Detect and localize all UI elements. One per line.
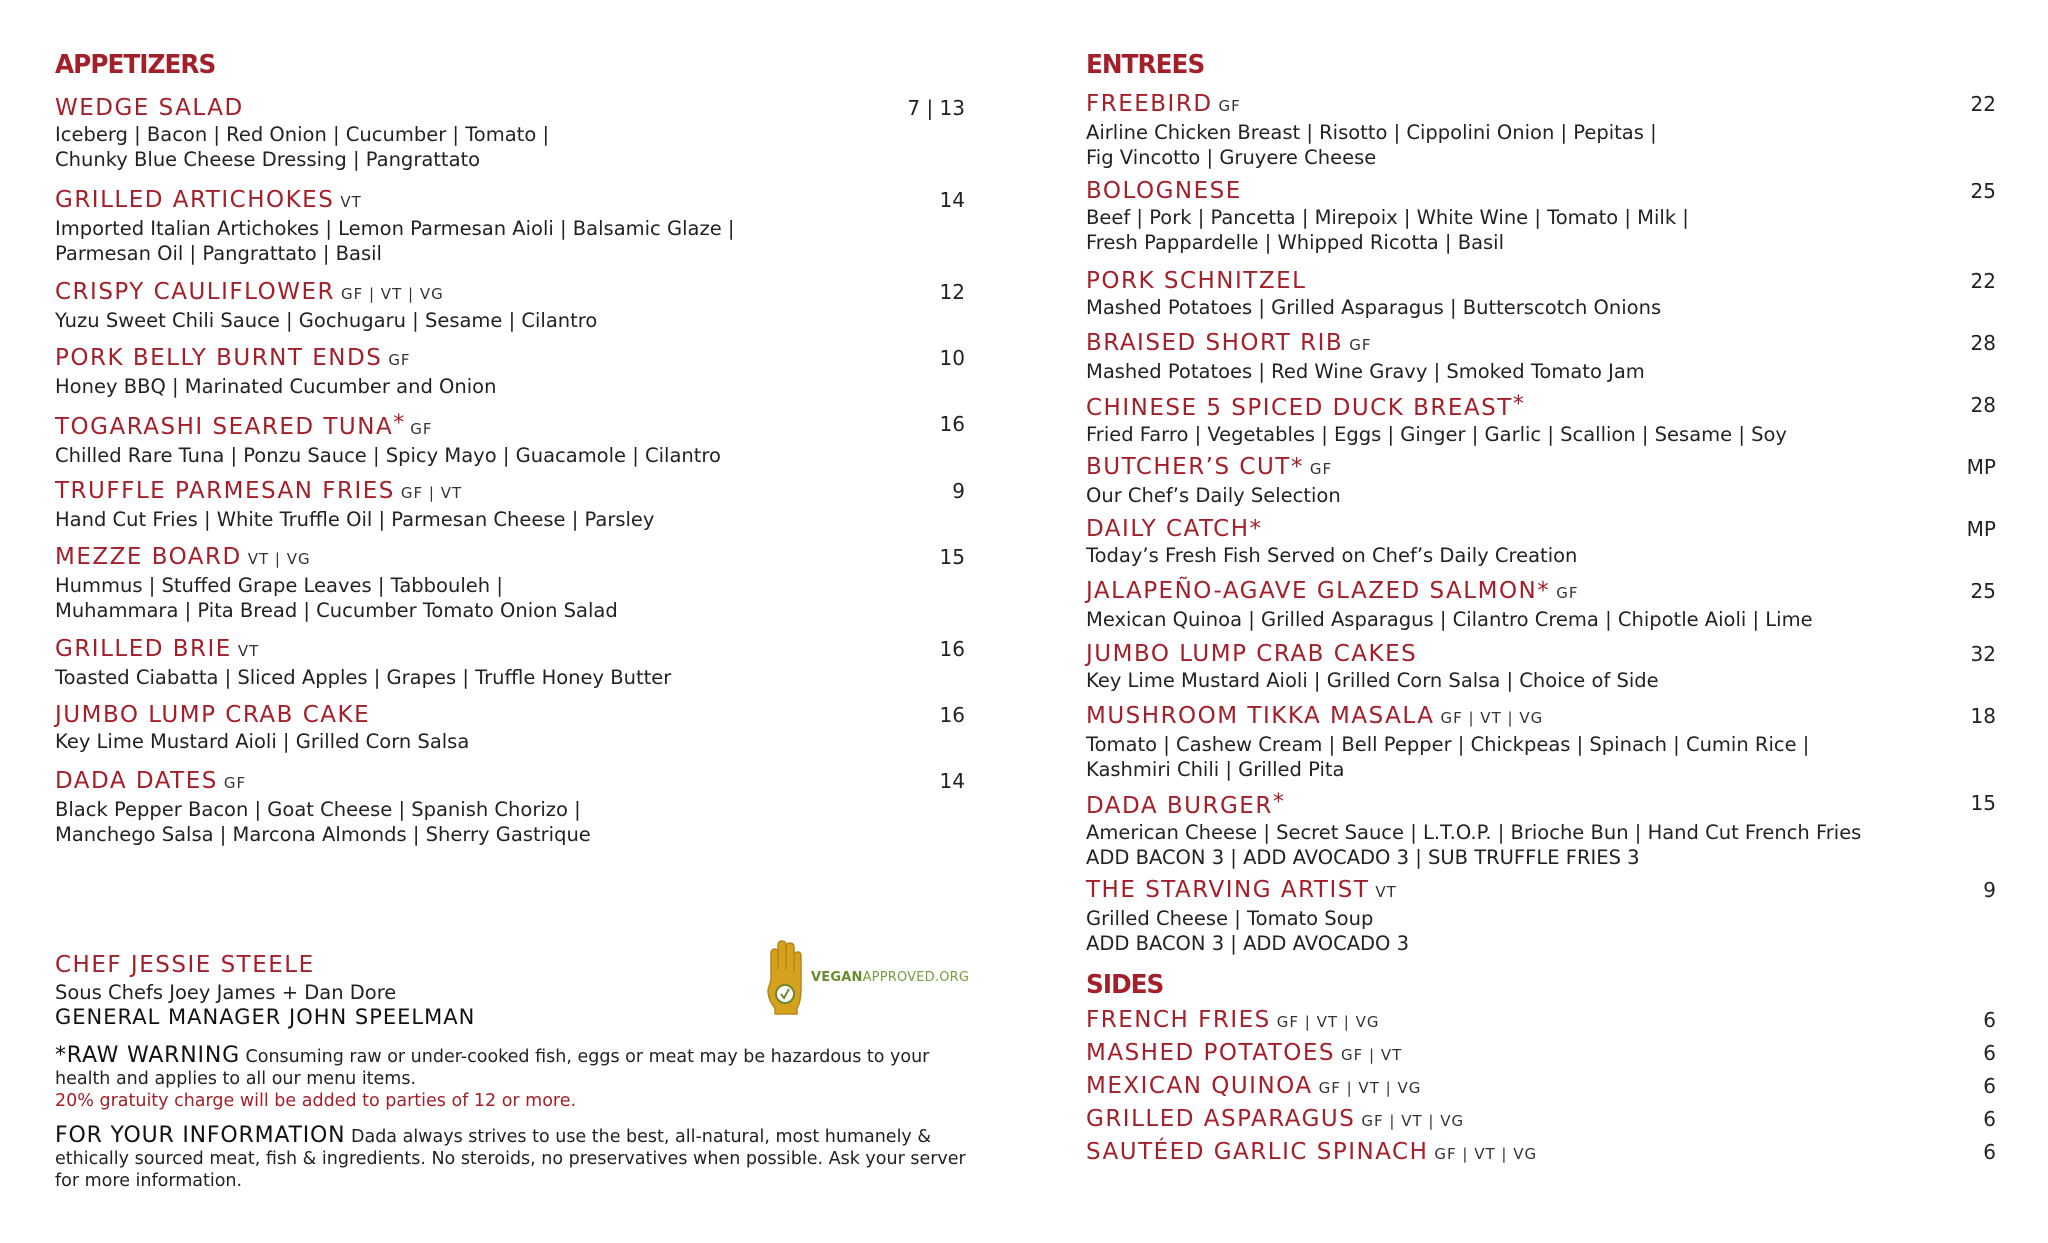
entree-item-tags: GF — [1556, 584, 1579, 602]
side-item-tags: GF | VT | VG — [1318, 1079, 1422, 1097]
appetizer-item-description: Iceberg | Bacon | Red Onion | Cucumber | Tomato | — [55, 123, 550, 146]
side-item-name: MASHED POTATOES GF | VT — [1086, 1040, 1403, 1066]
appetizer-item-name: DADA DATES GF — [55, 768, 247, 794]
appetizer-item-tags: GF — [388, 351, 411, 369]
hand-icon — [763, 940, 807, 1016]
side-item-tags: GF | VT — [1341, 1046, 1403, 1064]
entree-item — [1086, 876, 1996, 956]
entree-item-price: 32 — [1970, 642, 1996, 666]
appetizer-item-description: Manchego Salsa | Marcona Almonds | Sherry Gastrique — [55, 823, 591, 846]
side-item-name: SAUTÉED GARLIC SPINACH GF | VT | VG — [1086, 1139, 1538, 1165]
entree-item-description: Fresh Pappardelle | Whipped Ricotta | Basil — [1086, 231, 1505, 254]
sous-chefs: Sous Chefs Joey James + Dan Dore — [55, 981, 397, 1004]
entree-item-price: 22 — [1970, 269, 1996, 293]
appetizer-item-price: 10 — [939, 346, 965, 370]
appetizer-item-tags: GF — [223, 774, 247, 792]
side-item-price: 6 — [1983, 1107, 1996, 1131]
sides-heading: SIDES — [1086, 970, 1164, 1000]
side-item-name: FRENCH FRIES GF | VT | VG — [1086, 1007, 1380, 1033]
appetizer-item-description: Honey BBQ | Marinated Cucumber and Onion — [55, 375, 497, 398]
entree-item-name: BUTCHER’S CUT* GF — [1086, 454, 1333, 480]
appetizer-item-description: Hand Cut Fries | White Truffle Oil | Parmesan Cheese | Parsley — [55, 508, 655, 531]
appetizer-item — [55, 477, 965, 532]
vegan-approved-logo — [763, 940, 1023, 1020]
entree-item-description: American Cheese | Secret Sauce | L.T.O.P. | Brioche Bun | Hand Cut French Fries — [1086, 821, 1862, 844]
appetizer-item-name: TRUFFLE PARMESAN FRIES GF | VT — [55, 478, 463, 504]
entree-item-name: CHINESE 5 SPICED DUCK BREAST* — [1086, 392, 1524, 421]
entree-item-tags: GF | VT | VG — [1440, 709, 1544, 727]
entree-item-price: MP — [1966, 517, 1996, 541]
entree-item-description: Beef | Pork | Pancetta | Mirepoix | White Wine | Tomato | Milk | — [1086, 206, 1689, 229]
appetizer-item-price: 7 | 13 — [907, 96, 965, 120]
entree-item-description: Fig Vincotto | Gruyere Cheese — [1086, 146, 1377, 169]
appetizer-item-description: Key Lime Mustard Aioli | Grilled Corn Salsa — [55, 730, 470, 753]
entree-item-description: Grilled Cheese | Tomato Soup — [1086, 907, 1374, 930]
entree-item — [1086, 577, 1996, 632]
entree-item-description: Today’s Fresh Fish Served on Chef’s Daily Creation — [1086, 544, 1578, 567]
entree-item-name: PORK SCHNITZEL — [1086, 268, 1307, 294]
side-item — [1086, 1039, 1996, 1069]
appetizer-item-price: 16 — [939, 703, 965, 727]
entree-item-price: 22 — [1970, 92, 1996, 116]
entree-item-description: Tomato | Cashew Cream | Bell Pepper | Chickpeas | Spinach | Cumin Rice | — [1086, 733, 1810, 756]
appetizer-item-description: Chunky Blue Cheese Dressing | Pangrattato — [55, 148, 481, 171]
gratuity-note: 20% gratuity charge will be added to parties of 12 or more. — [55, 1091, 577, 1111]
appetizer-item-name: MEZZE BOARD VT | VG — [55, 544, 311, 570]
appetizer-item — [55, 701, 965, 754]
side-item — [1086, 1072, 1996, 1102]
entree-item-name: FREEBIRD GF — [1086, 91, 1241, 117]
entree-item — [1086, 640, 1996, 693]
entree-item-name: DADA BURGER* — [1086, 790, 1284, 819]
appetizer-item-description: Imported Italian Artichokes | Lemon Parmesan Aioli | Balsamic Glaze | — [55, 217, 735, 240]
appetizer-item-price: 14 — [939, 188, 965, 212]
entree-item-name: BRAISED SHORT RIB GF — [1086, 330, 1372, 356]
entree-item — [1086, 177, 1996, 255]
entree-item-description: Mexican Quinoa | Grilled Asparagus | Cilantro Crema | Chipotle Aioli | Lime — [1086, 608, 1813, 631]
entree-item — [1086, 702, 1996, 782]
side-item — [1086, 1138, 1996, 1168]
side-item-price: 6 — [1983, 1074, 1996, 1098]
entree-item-description: Fried Farro | Vegetables | Eggs | Ginger | Garlic | Scallion | Sesame | Soy — [1086, 423, 1787, 446]
appetizer-item-description: Black Pepper Bacon | Goat Cheese | Spanish Chorizo | — [55, 798, 581, 821]
entree-item — [1086, 267, 1996, 320]
appetizer-item — [55, 186, 965, 266]
entree-item — [1086, 90, 1996, 170]
entrees-heading: ENTREES — [1086, 50, 1205, 80]
entree-item — [1086, 515, 1996, 568]
entree-item-name: MUSHROOM TIKKA MASALA GF | VT | VG — [1086, 703, 1544, 729]
appetizer-item-price: 16 — [939, 412, 965, 436]
appetizer-item-description: Toasted Ciabatta | Sliced Apples | Grapes | Truffle Honey Butter — [55, 666, 672, 689]
appetizer-item — [55, 767, 965, 847]
appetizer-item-tags: VT | VG — [247, 550, 311, 568]
appetizer-item-price: 14 — [939, 769, 965, 793]
appetizer-item-tags: GF — [410, 420, 433, 438]
appetizer-item — [55, 278, 965, 333]
appetizer-item-name: TOGARASHI SEARED TUNA* GF — [55, 411, 433, 440]
side-item-price: 6 — [1983, 1008, 1996, 1032]
entree-item-description: Our Chef’s Daily Selection — [1086, 484, 1341, 507]
entree-item-price: 15 — [1970, 791, 1996, 815]
appetizer-item-price: 15 — [939, 545, 965, 569]
raw-warning: *RAW WARNING Consuming raw or under-cooked fish, eggs or meat may be hazardous to your health and applies to all our menu items. 20% gratuity charge will be added to parties of 12 or more. — [55, 1043, 930, 1111]
appetizer-item-name: GRILLED ARTICHOKES VT — [55, 187, 362, 213]
side-item-tags: GF | VT | VG — [1276, 1013, 1380, 1031]
entree-item — [1086, 453, 1996, 508]
entree-item-description: Mashed Potatoes | Grilled Asparagus | Butterscotch Onions — [1086, 296, 1662, 319]
entree-item-description: Key Lime Mustard Aioli | Grilled Corn Salsa | Choice of Side — [1086, 669, 1659, 692]
side-item-tags: GF | VT | VG — [1361, 1112, 1465, 1130]
side-item — [1086, 1105, 1996, 1135]
entree-item-price: 25 — [1970, 579, 1996, 603]
side-item-tags: GF | VT | VG — [1434, 1145, 1538, 1163]
appetizer-item — [55, 344, 965, 399]
entree-item-price: 18 — [1970, 704, 1996, 728]
vegan-approved-text: VEGANAPPROVED.ORG — [811, 970, 970, 985]
entree-item-name: BOLOGNESE — [1086, 178, 1242, 204]
side-item-price: 6 — [1983, 1041, 1996, 1065]
info-note: FOR YOUR INFORMATION Dada always strives to use the best, all-natural, most humanely & ethically sourced meat, fish & ingredients. No steroids, no preservatives when possible. Ask your server for more information. — [55, 1123, 966, 1191]
entree-item-tags: GF — [1309, 460, 1333, 478]
general-manager: GENERAL MANAGER JOHN SPEELMAN — [55, 1005, 476, 1029]
entree-item — [1086, 789, 1996, 870]
appetizer-item — [55, 543, 965, 623]
entree-item-name: THE STARVING ARTIST VT — [1086, 877, 1397, 903]
appetizer-item-description: Hummus | Stuffed Grape Leaves | Tabbouleh | — [55, 574, 503, 597]
appetizer-item-name: PORK BELLY BURNT ENDS GF — [55, 345, 411, 371]
appetizer-item-description: Chilled Rare Tuna | Ponzu Sauce | Spicy Mayo | Guacamole | Cilantro — [55, 444, 721, 467]
appetizer-item-price: 12 — [939, 280, 965, 304]
appetizer-item-name: WEDGE SALAD — [55, 95, 244, 121]
appetizer-item — [55, 635, 965, 690]
side-item-name: GRILLED ASPARAGUS GF | VT | VG — [1086, 1106, 1465, 1132]
entree-item-price: 9 — [1983, 878, 1996, 902]
entree-item-description: Mashed Potatoes | Red Wine Gravy | Smoked Tomato Jam — [1086, 360, 1645, 383]
entree-item — [1086, 391, 1996, 447]
appetizer-item-tags: GF | VT | VG — [340, 285, 444, 303]
entree-item-tags: VT — [1375, 883, 1397, 901]
appetizer-item — [55, 94, 965, 172]
appetizer-item-description: Yuzu Sweet Chili Sauce | Gochugaru | Sesame | Cilantro — [55, 309, 598, 332]
entree-item-tags: GF — [1218, 97, 1241, 115]
appetizers-heading: APPETIZERS — [55, 50, 216, 80]
entree-item-price: 25 — [1970, 179, 1996, 203]
entree-item-price: MP — [1966, 455, 1996, 479]
appetizer-item-description: Parmesan Oil | Pangrattato | Basil — [55, 242, 382, 265]
entree-item-price: 28 — [1970, 331, 1996, 355]
side-item — [1086, 1006, 1996, 1036]
appetizer-item-description: Muhammara | Pita Bread | Cucumber Tomato Onion Salad — [55, 599, 618, 622]
appetizer-item-price: 16 — [939, 637, 965, 661]
appetizer-item-price: 9 — [952, 479, 965, 503]
chef-name: CHEF JESSIE STEELE — [55, 952, 315, 978]
entree-item-price: 28 — [1970, 393, 1996, 417]
appetizer-item-tags: GF | VT — [400, 484, 463, 502]
entree-item — [1086, 329, 1996, 384]
appetizer-item-name: JUMBO LUMP CRAB CAKE — [55, 702, 371, 728]
entree-item-description: ADD BACON 3 | ADD AVOCADO 3 — [1086, 932, 1409, 955]
entree-item-description: ADD BACON 3 | ADD AVOCADO 3 | SUB TRUFFLE FRIES 3 — [1086, 846, 1640, 869]
appetizer-item-name: GRILLED BRIE VT — [55, 636, 260, 662]
appetizer-item-name: CRISPY CAULIFLOWER GF | VT | VG — [55, 279, 444, 305]
side-item-name: MEXICAN QUINOA GF | VT | VG — [1086, 1073, 1422, 1099]
entree-item-description: Airline Chicken Breast | Risotto | Cippolini Onion | Pepitas | — [1086, 121, 1657, 144]
appetizer-item-tags: VT — [340, 193, 362, 211]
appetizer-item-tags: VT — [237, 642, 260, 660]
entree-item-name: JALAPEÑO-AGAVE GLAZED SALMON* GF — [1086, 578, 1579, 604]
side-item-price: 6 — [1983, 1140, 1996, 1164]
entree-item-name: DAILY CATCH* — [1086, 516, 1263, 542]
appetizer-item — [55, 410, 965, 468]
entree-item-description: Kashmiri Chili | Grilled Pita — [1086, 758, 1345, 781]
entree-item-tags: GF — [1349, 336, 1372, 354]
entree-item-name: JUMBO LUMP CRAB CAKES — [1086, 641, 1418, 667]
